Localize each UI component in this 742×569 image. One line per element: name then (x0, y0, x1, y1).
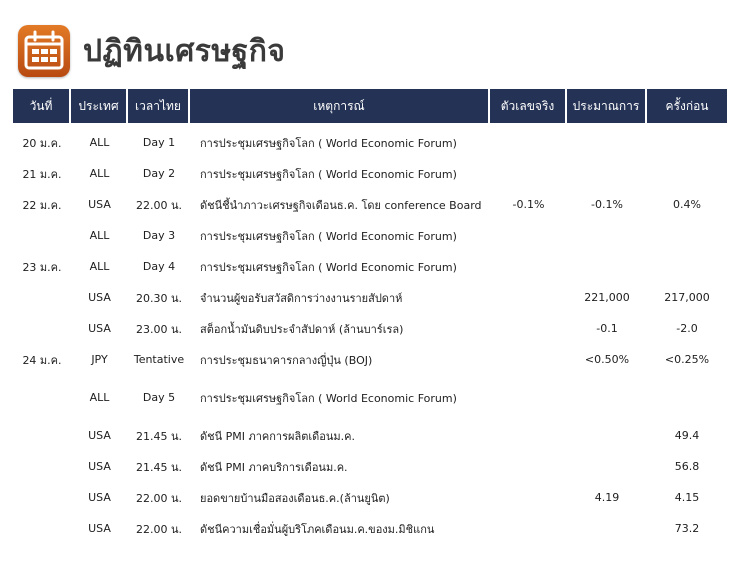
page-title: ปฏิทินเศรษฐกิจ (83, 34, 286, 69)
header-time: เวลาไทย (128, 89, 190, 123)
cell-time: Day 1 (142, 136, 176, 149)
cell-previous: 4.15 (674, 491, 700, 504)
cell-country: ALL (89, 229, 110, 242)
cell-country: USA (88, 429, 111, 442)
economic-calendar-table (13, 89, 727, 544)
cell-previous: 49.4 (674, 429, 700, 442)
cell-date (13, 420, 71, 451)
cell-date: 22 ม.ค. (22, 198, 62, 212)
cell-forecast (567, 513, 647, 544)
cell-event: การประชุมเศรษฐกิจโลก ( World Economic Forum) (200, 391, 457, 405)
cell-event: การประชุมเศรษฐกิจโลก ( World Economic Forum) (200, 167, 457, 181)
cell-country: ALL (89, 167, 110, 180)
cell-forecast (567, 251, 647, 282)
cell-forecast: 221,000 (584, 291, 630, 304)
cell-date (13, 313, 71, 344)
cell-date: 21 ม.ค. (22, 167, 62, 181)
cell-actual (490, 313, 567, 344)
cell-country: ALL (89, 391, 110, 404)
cell-actual (490, 251, 567, 282)
cell-date (13, 482, 71, 513)
cell-forecast (567, 420, 647, 451)
table-row (13, 451, 727, 482)
cell-actual (490, 375, 567, 420)
header-date: วันที่ (13, 89, 71, 123)
header-forecast: ประมาณการ (567, 89, 647, 123)
cell-previous: 56.8 (674, 460, 700, 473)
cell-forecast (567, 220, 647, 251)
table-row (13, 344, 727, 375)
cell-event: ดัชนีชี้นำภาวะเศรษฐกิจเดือนธ.ค. โดย conference Board (200, 198, 482, 212)
cell-event: การประชุมธนาคารกลางญี่ปุ่น (BOJ) (200, 353, 373, 367)
cell-country: USA (88, 460, 111, 473)
table-row (13, 189, 727, 220)
page-header (0, 0, 742, 88)
cell-previous: -2.0 (676, 322, 698, 335)
table-row (13, 482, 727, 513)
cell-date: 24 ม.ค. (22, 353, 62, 367)
cell-forecast (567, 375, 647, 420)
cell-previous (647, 123, 727, 158)
header-actual: ตัวเลขจริง (490, 89, 567, 123)
cell-event: ยอดขายบ้านมือสองเดือนธ.ค.(ล้านยูนิต) (200, 491, 390, 505)
cell-date: 20 ม.ค. (22, 136, 62, 150)
cell-country: USA (88, 291, 111, 304)
cell-forecast (567, 451, 647, 482)
cell-forecast: 4.19 (594, 491, 620, 504)
table-row (13, 282, 727, 313)
cell-time: 22.00 น. (135, 198, 182, 212)
header-country: ประเทศ (71, 89, 128, 123)
cell-country: JPY (91, 353, 108, 366)
cell-actual (490, 344, 567, 375)
cell-actual (490, 482, 567, 513)
cell-event: การประชุมเศรษฐกิจโลก ( World Economic Forum) (200, 260, 457, 274)
cell-actual (490, 123, 567, 158)
cell-time: Day 3 (142, 229, 176, 242)
cell-time: 20.30 น. (135, 291, 182, 305)
cell-event: สต็อกน้ำมันดิบประจำสัปดาห์ (ล้านบาร์เรล) (200, 322, 404, 336)
cell-previous: 217,000 (664, 291, 710, 304)
cell-country: ALL (89, 260, 110, 273)
cell-event: ดัชนีความเชื่อมั่นผู้บริโภคเดือนม.ค.ของม.มิชิแกน (200, 522, 435, 536)
cell-time: 21.45 น. (135, 429, 182, 443)
cell-previous (647, 220, 727, 251)
cell-previous: 73.2 (674, 522, 700, 535)
table-row (13, 313, 727, 344)
cell-previous (647, 251, 727, 282)
cell-actual: -0.1% (512, 198, 545, 211)
table-row (13, 220, 727, 251)
cell-previous (647, 375, 727, 420)
cell-actual (490, 513, 567, 544)
cell-date (13, 451, 71, 482)
cell-forecast (567, 123, 647, 158)
cell-time: Day 4 (142, 260, 176, 273)
header-previous: ครั้งก่อน (647, 89, 727, 123)
cell-country: ALL (89, 136, 110, 149)
cell-actual (490, 220, 567, 251)
cell-forecast: <0.50% (584, 353, 630, 366)
cell-time: 21.45 น. (135, 460, 182, 474)
cell-country: USA (88, 522, 111, 535)
table-row (13, 251, 727, 282)
cell-date (13, 220, 71, 251)
table-row (13, 513, 727, 544)
cell-country: USA (88, 491, 111, 504)
cell-event: ดัชนี PMI ภาคการผลิตเดือนม.ค. (200, 429, 355, 443)
cell-previous: <0.25% (664, 353, 710, 366)
cell-forecast (567, 158, 647, 189)
cell-forecast: -0.1% (591, 198, 623, 211)
cell-event: การประชุมเศรษฐกิจโลก ( World Economic Forum) (200, 136, 457, 150)
table-header-row (13, 89, 727, 123)
cell-actual (490, 282, 567, 313)
table-row (13, 375, 727, 420)
cell-time: Day 5 (142, 391, 176, 404)
cell-event: ดัชนี PMI ภาคบริการเดือนม.ค. (200, 460, 348, 474)
table-row (13, 420, 727, 451)
cell-event: จำนวนผู้ขอรับสวัสดิการว่างงานรายสัปดาห์ (200, 291, 403, 305)
table-row (13, 123, 727, 158)
cell-previous (647, 158, 727, 189)
cell-date (13, 513, 71, 544)
cell-time: 22.00 น. (135, 491, 182, 505)
cell-actual (490, 420, 567, 451)
cell-time: Tentative (133, 353, 185, 366)
cell-previous: 0.4% (673, 198, 701, 211)
cell-time: 22.00 น. (135, 522, 182, 536)
cell-actual (490, 451, 567, 482)
cell-event: การประชุมเศรษฐกิจโลก ( World Economic Forum) (200, 229, 457, 243)
cell-date: 23 ม.ค. (22, 260, 62, 274)
cell-date (13, 375, 71, 420)
cell-country: USA (88, 322, 111, 335)
cell-forecast: -0.1 (596, 322, 618, 335)
table-row (13, 158, 727, 189)
calendar-icon (18, 25, 70, 77)
cell-date (13, 282, 71, 313)
cell-time: Day 2 (142, 167, 176, 180)
cell-country: USA (88, 198, 111, 211)
cell-actual (490, 158, 567, 189)
header-event: เหตุการณ์ (190, 89, 490, 123)
cell-time: 23.00 น. (135, 322, 182, 336)
